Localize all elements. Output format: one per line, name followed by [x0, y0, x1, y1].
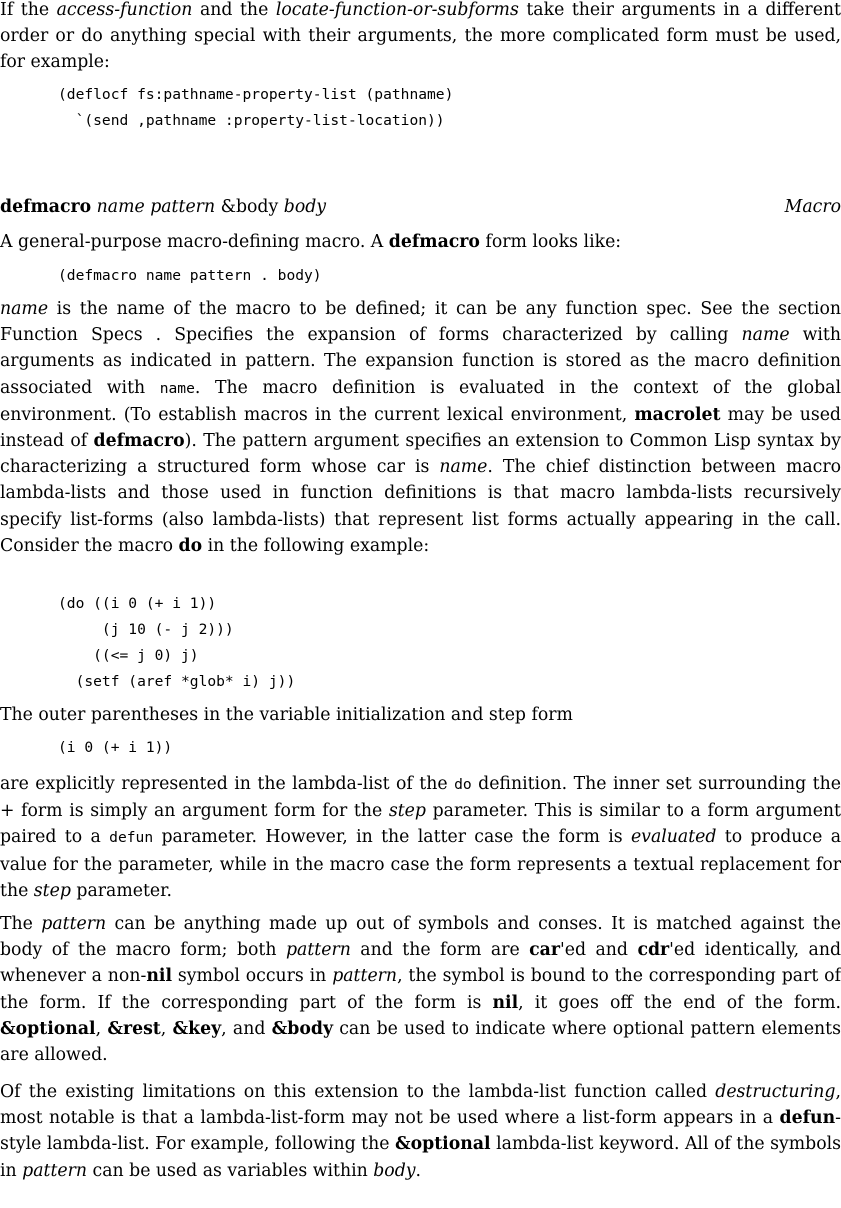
- emphasis-body: body: [373, 1160, 416, 1181]
- text: may be used instead of: [0, 404, 841, 452]
- text: . The chief distinction between macro lambda-lists and those used in function definitions is that macro lambda-lists recursively specify list-forms (also lambda-lists) that represent list forms actually appearing in the call. Consider the macro: [0, 457, 841, 556]
- text: If the: [0, 0, 57, 20]
- definition-header: [0, 194, 841, 220]
- emphasis-locate-function: locate-function-or-subforms: [275, 0, 519, 20]
- definition-body-arg: body: [283, 197, 327, 217]
- text: are explicitly represented in the lambda-list of the: [0, 774, 455, 794]
- text: parameter.: [70, 880, 172, 901]
- text: A general-purpose macro-defining macro. A: [0, 232, 389, 252]
- bold-cdr: cdr: [637, 940, 670, 961]
- text: 'ed and: [559, 940, 638, 961]
- intro-code-example: (deflocf fs:pathname-property-list (pathname) `(send ,pathname :property-list-location)): [58, 86, 454, 129]
- text: in the following example:: [202, 535, 430, 556]
- intro-paragraph: [0, 0, 841, 76]
- bold-key: &key: [172, 1018, 222, 1039]
- syntax-code: (defmacro name pattern . body): [58, 267, 322, 284]
- text: can be anything made up out of symbols and conses. It is matched against the body of the macro form; both: [0, 914, 841, 961]
- bold-defmacro: defmacro: [388, 232, 480, 252]
- text: to produce a value for the parameter, while in the macro case the form represents a textual replacement for the: [0, 827, 841, 901]
- code-defun: defun: [109, 829, 154, 847]
- pattern-paragraph: [0, 911, 841, 1068]
- emphasis-access-function: access-function: [56, 0, 193, 20]
- summary-sentence: [0, 229, 841, 255]
- text: take their arguments in a different order or do anything special with their arguments, the more complicated form must be used, for example:: [0, 0, 841, 73]
- text: . The macro definition is evaluated in the context of the global environment. (To establish macros in the current lexical environment,: [0, 377, 841, 425]
- text: Of the existing limitations on this extension to the lambda-list function called: [0, 1082, 716, 1102]
- text: ,: [95, 1018, 108, 1039]
- text: ). The pattern argument specifies an extension to Common Lisp syntax by characterizing a structured form whose car is: [0, 431, 841, 478]
- emphasis-pattern: pattern: [22, 1160, 88, 1181]
- emphasis-step: step: [388, 801, 426, 822]
- text: can be used as variables within: [87, 1160, 374, 1181]
- emphasis-name: name: [0, 299, 49, 319]
- text: parameter. This is similar to a form argument paired to a: [0, 801, 841, 848]
- emphasis-name: name: [741, 325, 790, 346]
- bold-optional: &optional: [0, 1018, 96, 1039]
- outer-parentheses-sentence: The outer parentheses in the variable initialization and step form: [0, 705, 573, 725]
- text: The: [0, 914, 42, 934]
- text: and the: [192, 0, 276, 20]
- text: form looks like:: [479, 232, 622, 252]
- bold-rest: &rest: [107, 1018, 161, 1039]
- text: , the symbol is bound to the corresponding part of the form. If the corresponding part of the form is: [0, 966, 841, 1013]
- emphasis-step: step: [33, 880, 71, 901]
- text: , most notable is that a lambda-list-form may not be used where a list-form appears in a: [0, 1082, 841, 1129]
- text: 'ed identically, and whenever a non-: [0, 940, 841, 987]
- text: is the name of the macro to be defined; it can be any function spec. See the section Function Specs . Specifies the expansion of forms characterized by calling: [0, 299, 841, 346]
- bold-defun: defun: [779, 1108, 836, 1129]
- bold-macrolet: macrolet: [634, 404, 721, 425]
- step-form-code: (i 0 (+ i 1)): [58, 739, 173, 756]
- text: , and: [221, 1018, 272, 1039]
- definition-name: defmacro: [0, 197, 92, 217]
- definition-body-keyword: &body: [220, 197, 279, 217]
- emphasis-destructuring: destructuring: [715, 1082, 836, 1102]
- text: .: [415, 1160, 422, 1181]
- definition-args: name pattern: [96, 197, 216, 217]
- bold-optional: &optional: [394, 1134, 491, 1155]
- text: lambda-list keyword. All of the symbols in: [0, 1134, 841, 1181]
- emphasis-pattern: pattern: [285, 940, 351, 961]
- code-name: name: [159, 379, 195, 397]
- text: parameter. However, in the latter case the form is: [153, 827, 631, 848]
- text: with arguments as indicated in pattern. The expansion function is stored as the macro definition associated with: [0, 325, 841, 398]
- text: can be used to indicate where optional pattern elements are allowed.: [0, 1018, 841, 1066]
- bold-nil: nil: [492, 992, 519, 1013]
- text: definition. The inner set surrounding the + form is simply an argument form for the: [0, 774, 841, 822]
- description-paragraph: [0, 296, 841, 559]
- emphasis-pattern: pattern: [332, 966, 398, 987]
- bold-defmacro: defmacro: [93, 431, 185, 452]
- text: -style lambda-list. For example, following the: [0, 1108, 841, 1155]
- emphasis-evaluated: evaluated: [630, 827, 717, 848]
- limitations-paragraph: [0, 1079, 841, 1184]
- do-code-example: (do ((i 0 (+ i 1)) (j 10 (- j 2))) ((<= j 0) j) (setf (aref *glob* i) j)): [58, 595, 296, 690]
- bold-do: do: [178, 535, 203, 556]
- bold-nil: nil: [146, 966, 173, 987]
- lambda-list-paragraph: [0, 771, 841, 904]
- bold-car: car: [529, 940, 560, 961]
- definition-kind: Macro: [784, 197, 841, 217]
- text: , it goes off the end of the form.: [518, 992, 841, 1013]
- code-do: do: [454, 776, 472, 793]
- bold-body: &body: [271, 1018, 333, 1039]
- emphasis-name: name: [439, 457, 488, 478]
- emphasis-pattern: pattern: [41, 914, 107, 934]
- text: symbol occurs in: [172, 966, 333, 987]
- text: ,: [160, 1018, 173, 1039]
- text: and the form are: [350, 940, 530, 961]
